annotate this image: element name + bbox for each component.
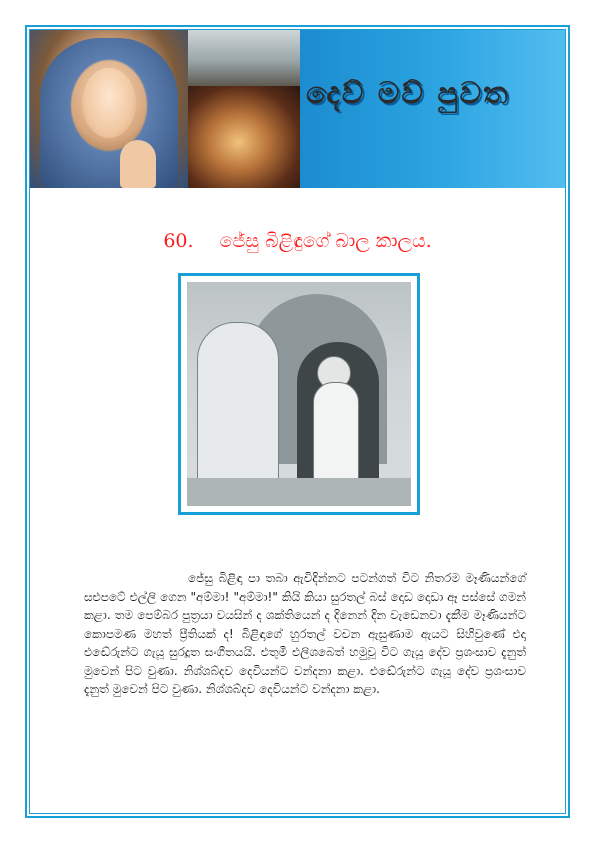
mary-figure-shape <box>197 322 279 504</box>
praying-hands-shape <box>120 140 156 188</box>
illustration-frame <box>178 273 420 515</box>
ground-shape <box>187 478 411 506</box>
chapter-heading <box>70 230 525 252</box>
child-figure-shape <box>313 382 359 492</box>
flight-to-egypt-image <box>188 30 300 86</box>
face-shape <box>82 68 136 138</box>
chapter-number: 60. <box>163 230 194 252</box>
chapter-title: ජේසු බිළිඳුගේ බාල කාලය. <box>219 230 432 252</box>
mary-and-child-illustration <box>187 282 411 506</box>
story-paragraph: ජේසු බිළිඳා පා තබා ඇවිදින්නට පටන්ගත් විට නිතරම මෑණියන්ගේ සළුපටේ එල්ලි ගෙන "අම්මා! "අම්මා!" කියි කියා සුරතල් බස් දොඩ දොඩා ඈ පස්සේ ගමන් කළා. තම පෙම්බර පුත්‍රයා වයසින් ද ශක්තියෙන් ද දිනෙන් දින වැඩෙනවා දැකීම මෑණියන්ට කොපමණ මහත් ප්‍රීතියක් ද! බිළිඳාගේ හුරතල් වචන ඇසුණාම ඇයට සිහිවුණේ එදා එඬේරුන්ට ගැයූ සුරදූත සංගීතයයි. එතුමී එලිශබෙත් හමුවූ විට ගැයූ දේව ප්‍රශංසාව දැනුත් මුවෙන් පිට වුණා. නිශ්ශබ්දව දෙවියන්ට වන්දනා කළා. එඬේරුන්ට ගැයූ දේව ප්‍රශංසාව දැනුත් මුවෙන් පිට වුණා. නිශ්ශබ්දව දෙවියන්ට වන්දනා කළා. <box>84 571 526 696</box>
page-title: දෙව් මව් පුවත <box>306 76 510 111</box>
nativity-image <box>188 86 300 188</box>
virgin-mary-image <box>30 30 188 188</box>
